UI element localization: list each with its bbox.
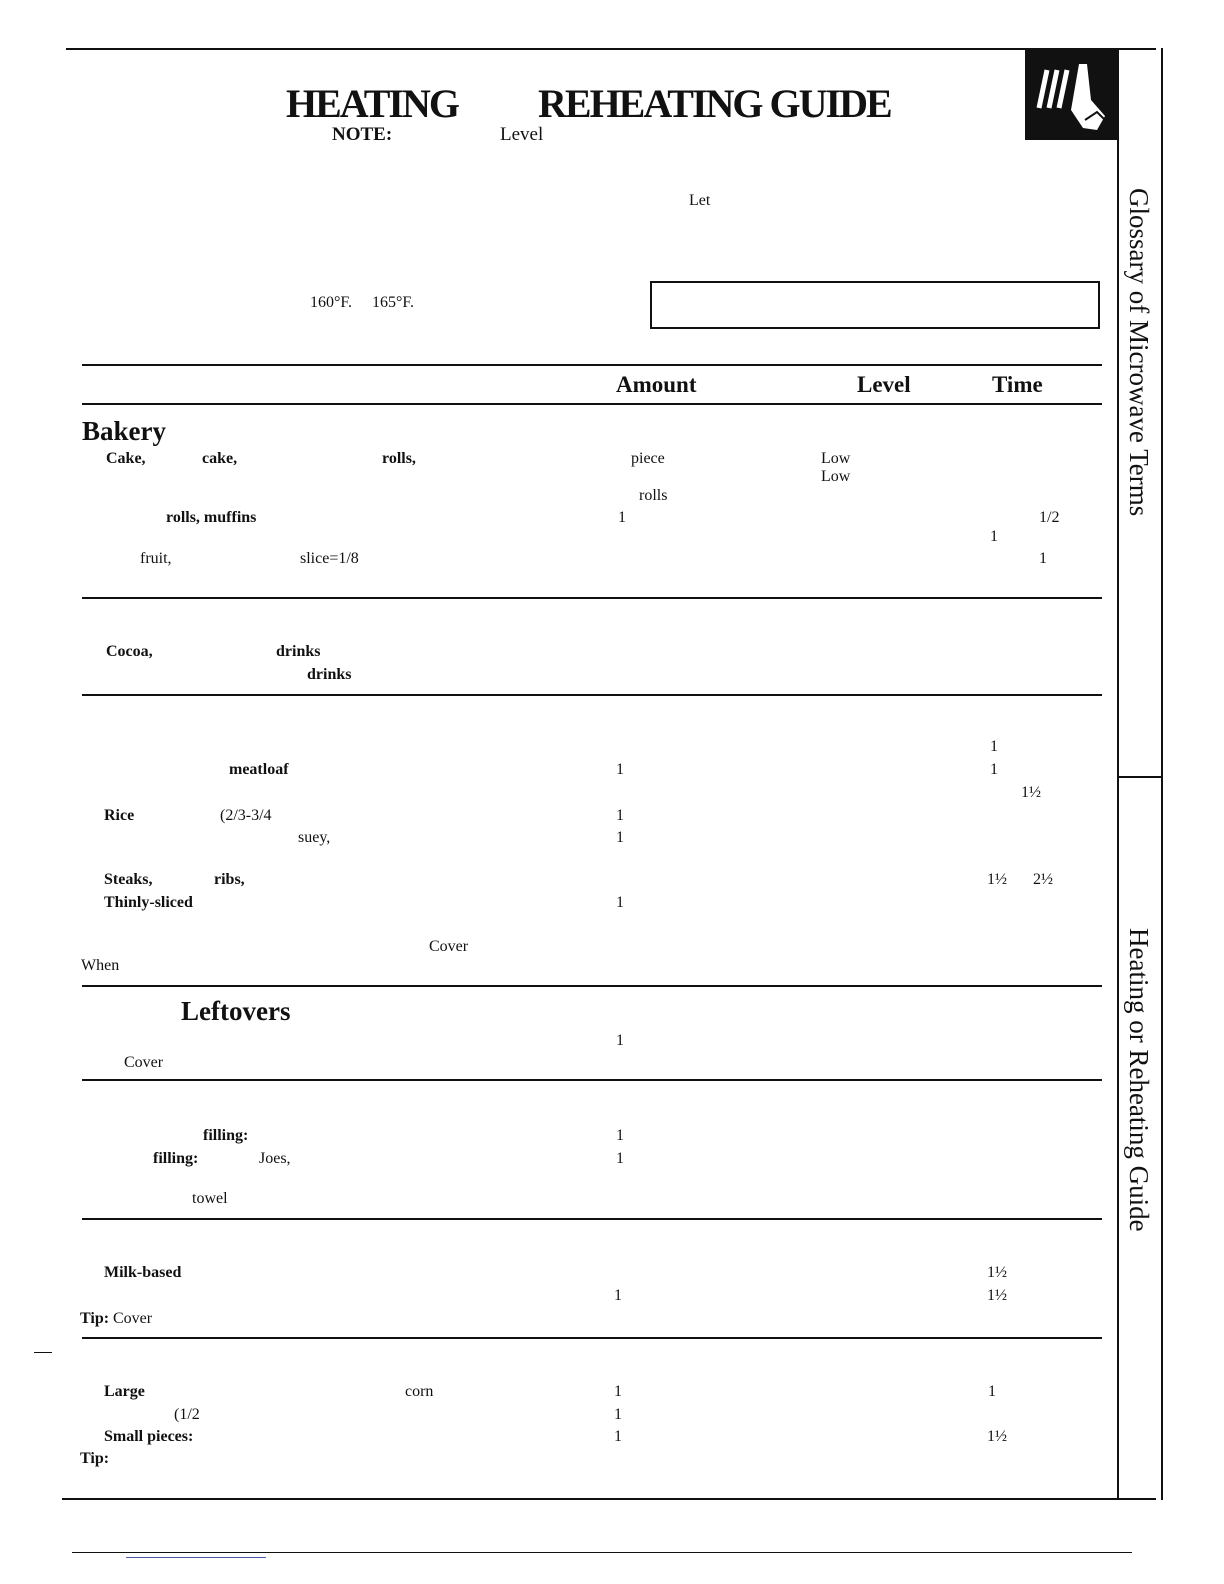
top-rule <box>66 48 1156 50</box>
main-time-1-5: 1½ <box>1021 784 1041 801</box>
margin-mark <box>34 1352 52 1353</box>
main-ribs: ribs, <box>214 871 245 888</box>
bottom-rule <box>62 1498 1156 1500</box>
bakery-time-1b: 1 <box>1039 550 1047 567</box>
veg-amount-2: 1 <box>614 1406 622 1423</box>
veg-time-3: 1½ <box>987 1428 1007 1445</box>
hand-icon <box>1025 50 1119 140</box>
main-amount-1: 1 <box>616 761 624 778</box>
main-amount-rice: 1 <box>616 807 624 824</box>
intro-temp-165: 165°F. <box>372 294 415 311</box>
main-time-1: 1 <box>990 738 998 755</box>
beverage-cocoa: Cocoa, <box>106 643 153 660</box>
soup-amount: 1 <box>614 1287 622 1304</box>
table-header-top-rule <box>82 364 1102 366</box>
title-heating: HEATING <box>286 81 458 126</box>
bakery-level-low-1: Low <box>821 450 851 467</box>
main-time-steaks-b: 2½ <box>1033 871 1053 888</box>
title-reheating-guide: REHEATING GUIDE <box>538 81 891 126</box>
bakery-amount-rolls: rolls <box>639 487 668 504</box>
veg-time-1: 1 <box>988 1383 996 1400</box>
soup-tip-text: Cover <box>113 1310 153 1327</box>
bakery-amount-1: 1 <box>618 509 626 526</box>
main-rice: Rice <box>104 807 135 824</box>
sandwich-filling-2: filling: <box>153 1150 199 1167</box>
section-bakery: Bakery <box>82 416 166 446</box>
bakery-fruit: fruit, <box>140 550 172 567</box>
bakery-rolls: rolls, <box>382 450 416 467</box>
main-thinly-sliced: Thinly-sliced <box>104 894 193 911</box>
divider-soups <box>82 1337 1102 1339</box>
veg-half-note: (1/2 <box>174 1406 200 1423</box>
veg-small-pieces: Small pieces: <box>104 1428 194 1445</box>
leftovers-amount: 1 <box>616 1032 624 1049</box>
sandwich-joes: Joes, <box>259 1150 291 1167</box>
intro-let: Let <box>689 192 711 209</box>
sandwich-amount-2: 1 <box>616 1150 624 1167</box>
main-time-steaks-a: 1½ <box>987 871 1007 888</box>
side-tab-left-border <box>1117 140 1119 1498</box>
side-tab-right-border <box>1161 48 1163 1500</box>
bakery-time-half: 1/2 <box>1039 509 1060 526</box>
main-meatloaf: meatloaf <box>229 761 289 778</box>
sandwich-amount-1: 1 <box>616 1127 624 1144</box>
footer-accent-rule <box>126 1557 266 1558</box>
soup-tip-label: Tip: <box>80 1310 110 1327</box>
side-tab-heating-guide[interactable]: Heating or Reheating Guide <box>1124 928 1154 1232</box>
side-tab-glossary[interactable]: Glossary of Microwave Terms <box>1124 188 1154 517</box>
note-label: NOTE: <box>332 124 393 145</box>
divider-main <box>82 985 1102 987</box>
leftovers-cover: Cover <box>124 1054 164 1071</box>
col-time: Time <box>992 372 1043 397</box>
soup-time-1: 1½ <box>987 1264 1007 1281</box>
section-leftovers: Leftovers <box>181 996 291 1026</box>
col-amount: Amount <box>616 372 697 397</box>
main-time-1b: 1 <box>990 761 998 778</box>
veg-corn: corn <box>405 1383 434 1400</box>
soup-milk-based: Milk-based <box>104 1264 182 1281</box>
bakery-cake-2: cake, <box>202 450 238 467</box>
table-header-bottom-rule <box>82 403 1102 405</box>
note-level: Level <box>500 124 544 145</box>
veg-amount-3: 1 <box>614 1428 622 1445</box>
main-when: When <box>81 957 120 974</box>
sandwich-towel: towel <box>192 1190 228 1207</box>
bakery-time-1: 1 <box>990 528 998 545</box>
main-cover: Cover <box>429 938 469 955</box>
veg-tip-label: Tip: <box>80 1450 110 1467</box>
sandwich-filling-1: filling: <box>203 1127 249 1144</box>
footer-rule <box>72 1552 1132 1553</box>
divider-bakery <box>82 597 1102 599</box>
divider-beverages <box>82 694 1102 696</box>
divider-sandwiches <box>82 1218 1102 1220</box>
soup-time-2: 1½ <box>987 1287 1007 1304</box>
side-tab-divider <box>1117 776 1161 778</box>
bakery-cake: Cake, <box>106 450 146 467</box>
intro-temp-160: 160°F. <box>310 294 353 311</box>
main-amount-thin: 1 <box>616 894 624 911</box>
veg-large: Large <box>104 1383 145 1400</box>
bakery-slice: slice=1/8 <box>300 550 359 567</box>
divider-leftovers <box>82 1079 1102 1081</box>
main-rice-note: (2/3-3/4 <box>220 807 272 824</box>
beverage-drinks-1: drinks <box>276 643 321 660</box>
main-steaks: Steaks, <box>104 871 153 888</box>
veg-amount-1: 1 <box>614 1383 622 1400</box>
bakery-rolls-muffins: rolls, muffins <box>166 509 257 526</box>
col-level: Level <box>857 372 911 397</box>
main-amount-suey: 1 <box>616 829 624 846</box>
bakery-level-low-2: Low <box>821 468 851 485</box>
beverage-drinks-2: drinks <box>307 666 352 683</box>
main-suey: suey, <box>298 829 331 846</box>
bakery-piece: piece <box>631 450 665 467</box>
notice-box <box>650 281 1100 329</box>
